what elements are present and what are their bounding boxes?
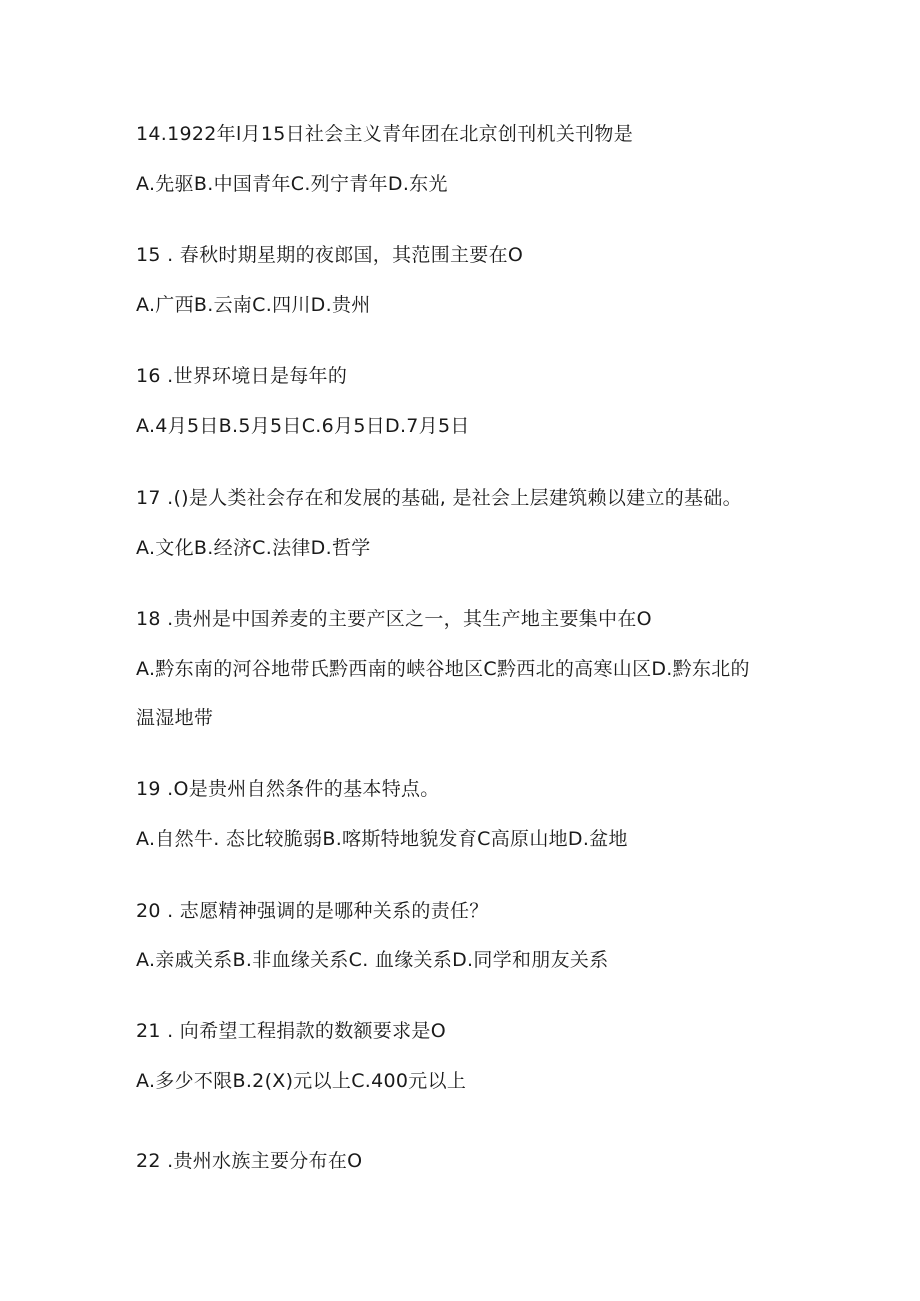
question-18-stem: 18 .贵州是中国养麦的主要产区之一，其生产地主要集中在O <box>136 608 652 630</box>
question-14-options: A.先驱B.中国青年C.列宁青年D.东光 <box>136 173 448 195</box>
question-21-options: A.多少不限B.2(X)元以上C.400元以上 <box>136 1070 467 1092</box>
question-21-stem: 21 . 向希望工程捐款的数额要求是O <box>136 1020 446 1042</box>
question-16-options: A.4月5日B.5月5日C.6月5日D.7月5日 <box>136 415 470 437</box>
question-14-stem: 14.1922年l月15日社会主义青年团在北京创刊机关刊物是 <box>136 123 634 145</box>
question-19-options: A.自然牛. 态比较脆弱B.喀斯特地貌发育C高原山地D.盆地 <box>136 828 628 850</box>
question-15-options: A.广西B.云南C.四川D.贵州 <box>136 294 371 316</box>
question-17-stem: 17 .()是人类社会存在和发展的基础, 是社会上层建筑赖以建立的基础。 <box>136 487 742 509</box>
question-22-stem: 22 .贵州水族主要分布在O <box>136 1150 363 1172</box>
question-20-options: A.亲戚关系B.非血缘关系C. 血缘关系D.同学和朋友关系 <box>136 949 609 971</box>
question-20-stem: 20 . 志愿精神强调的是哪种关系的责任？ <box>136 900 489 922</box>
question-18-options-line1: A.黔东南的河谷地带氏黔西南的峡谷地区C黔西北的高寒山区D.黔东北的 <box>136 658 750 680</box>
question-17-options: A.文化B.经济C.法律D.哲学 <box>136 537 371 559</box>
question-18-options-line2: 温湿地带 <box>136 707 214 729</box>
question-19-stem: 19 .O是贵州自然条件的基本特点。 <box>136 778 440 800</box>
question-16-stem: 16 .世界环境日是每年的 <box>136 365 348 387</box>
question-15-stem: 15 . 春秋时期星期的夜郎国，其范围主要在O <box>136 244 524 266</box>
